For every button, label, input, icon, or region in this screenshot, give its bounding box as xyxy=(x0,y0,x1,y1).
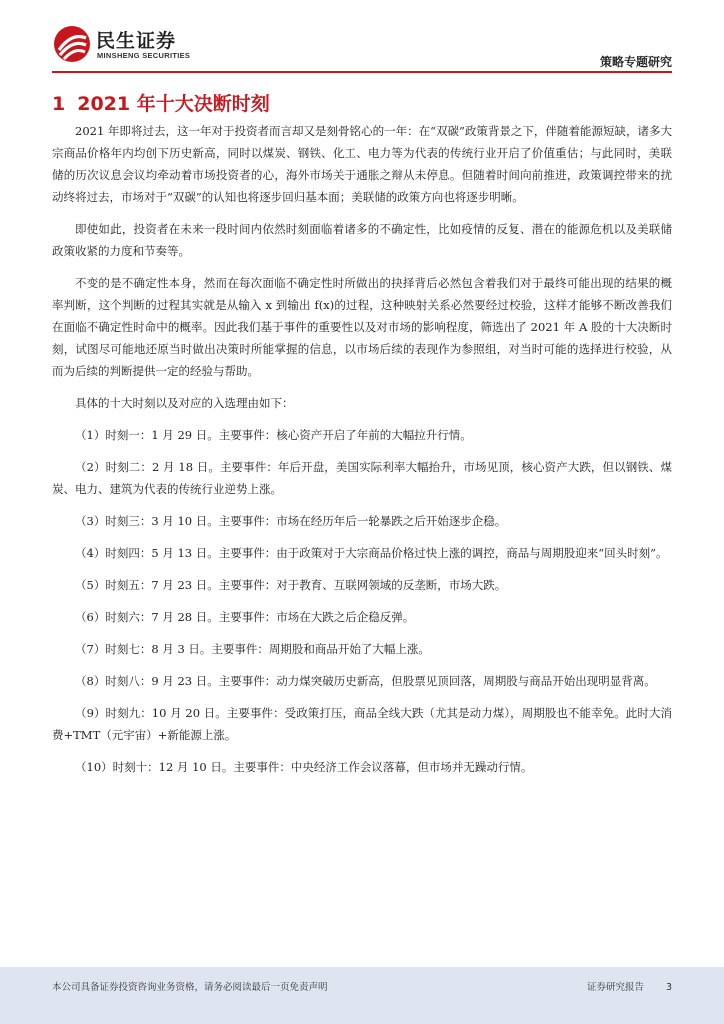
list-item: （4）时刻四：5 月 13 日。主要事件：由于政策对于大宗商品价格过快上涨的调控，商品与周期股迎来“回头时刻”。 xyxy=(75,546,668,560)
list-item: （9）时刻九：10 月 20 日。主要事件：受政策打压，商品全线大跌（尤其是动力煤），周期股也不能幸免。此时大消费+TMT（元宇宙）+新能源上涨。 xyxy=(52,706,672,742)
page-number: 3 xyxy=(665,982,672,993)
page-footer xyxy=(0,967,724,1024)
section-number: 1 xyxy=(52,93,66,115)
list-item: （7）时刻七：8 月 3 日。主要事件：周期股和商品开始了大幅上涨。 xyxy=(75,642,430,656)
logo-text-cn: 民生证券 xyxy=(96,30,177,52)
logo-text-en: MINSHENG SECURITIES xyxy=(97,51,191,60)
list-item: （10）时刻十：12 月 10 日。主要事件：中央经济工作会议落幕，但市场并无躁动行情。 xyxy=(75,760,533,774)
report-label: 证券研究报告 xyxy=(586,982,644,993)
footer-right xyxy=(587,979,672,993)
section-title xyxy=(52,89,270,116)
body-content xyxy=(52,120,672,788)
header-divider xyxy=(52,71,672,73)
paragraph: 即使如此，投资者在未来一段时间内依然时刻面临着诸多的不确定性，比如疫情的反复、潜在的能源危机以及美联储政策收紧的力度和节奏等。 xyxy=(52,222,672,258)
minsheng-logo-icon xyxy=(52,24,92,64)
list-item: （2）时刻二：2 月 18 日。主要事件：年后开盘，美国实际利率大幅抬升，市场见顶，核心资产大跌，但以钢铁、煤炭、电力、建筑为代表的传统行业逆势上涨。 xyxy=(52,460,672,496)
report-type: 策略专题研究 xyxy=(599,55,672,69)
page-header xyxy=(0,0,724,75)
disclaimer: 本公司具备证券投资咨询业务资格，请务必阅读最后一页免责声明 xyxy=(52,982,328,993)
paragraph: 具体的十大时刻以及对应的入选理由如下： xyxy=(75,396,294,410)
list-item: （8）时刻八：9 月 23 日。主要事件：动力煤突破历史新高，但股票见顶回落，周期股与商品开始出现明显背离。 xyxy=(75,674,656,688)
paragraph: 2021 年即将过去，这一年对于投资者而言却又是刻骨铭心的一年：在“双碳”政策背景之下，伴随着能源短缺，诸多大宗商品价格年内均创下历史新高，同时以煤炭、钢铁、化工、电力等为代表的传统行业开启了价值重估；与此同时，美联储的历次议息会议均牵动着市场投资者的心，海外市场关于通胀之辩从未停息。但随着时间向前推进，政策调控带来的扰动终将过去，市场对于“双碳”的认知也将逐步回归基本面；美联储的政策方向也将逐步明晰。 xyxy=(52,124,672,204)
list-item: （5）时刻五：7 月 23 日。主要事件：对于教育、互联网领域的反垄断，市场大跌。 xyxy=(75,578,507,592)
section-title-text: 2021 年十大决断时刻 xyxy=(77,93,270,115)
list-item: （6）时刻六：7 月 28 日。主要事件：市场在大跌之后企稳反弹。 xyxy=(75,610,415,624)
paragraph: 不变的是不确定性本身，然而在每次面临不确定性时所做出的抉择背后必然包含着我们对于最终可能出现的结果的概率判断，这个判断的过程其实就是从输入 x 到输出 f(x)的过程，这种映射关系必然要经过校验，这样才能够不断改善我们在面临不确定性时命中的概率。因此我们基于事件的重要性以及对市场的影响程度，筛选出了 2021 年 A 股的十大决断时刻，试图尽可能地还原当时做出决策时所能掌握的信息，以市场后续的表现作为参照组，对当时可能的选择进行校验，从而为后续的判断提供一定的经验与帮助。 xyxy=(52,276,672,378)
list-item: （3）时刻三：3 月 10 日。主要事件：市场在经历年后一轮暴跌之后开始逐步企稳。 xyxy=(75,514,507,528)
list-item: （1）时刻一：1 月 29 日。主要事件：核心资产开启了年前的大幅拉升行情。 xyxy=(75,428,472,442)
